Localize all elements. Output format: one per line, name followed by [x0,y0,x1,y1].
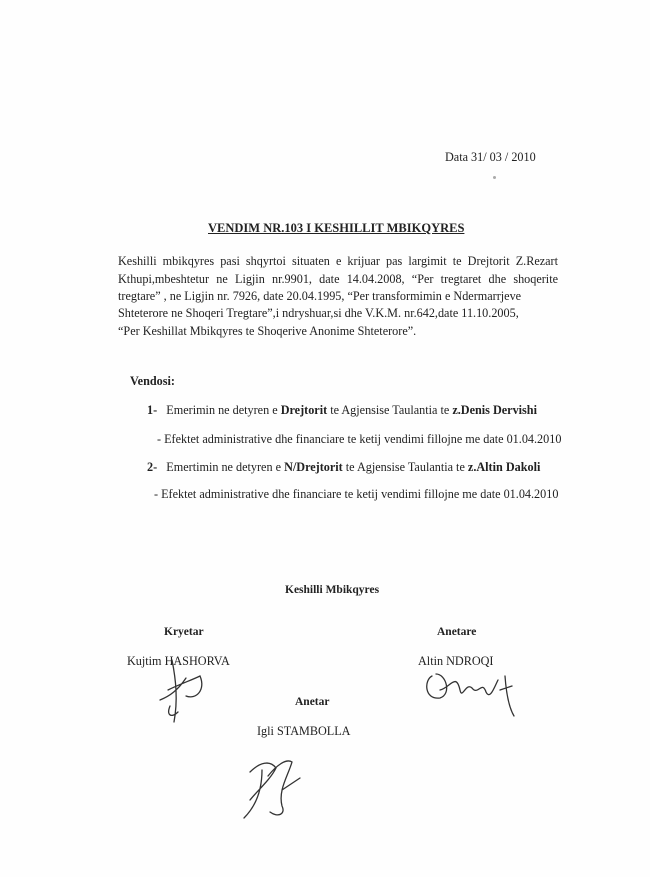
item-text: te Agjensise Taulantia te [327,403,453,417]
signature-chair [160,660,202,722]
board-label: Keshilli Mbikqyres [285,584,380,596]
signature-member-center [244,761,300,818]
item-number: 2- [147,460,158,474]
item-person: z.Denis Dervishi [452,403,537,417]
item-role: N/Drejtorit [284,460,343,474]
members-label-center: Anetar [295,696,330,708]
member-right-name: Altin NDROQI [418,654,494,668]
preamble-line: Kthupi,mbeshtetur ne Ligjin nr.9901, date 14.04.2008, “Per tregtaret dhe shoqerite [118,272,558,286]
item-role: Drejtorit [280,403,328,417]
document-title: VENDIM NR.103 I KESHILLIT MBIKQYRES [208,221,465,235]
item-text: Emertimin ne detyren e [166,460,285,474]
document-date: Data 31/ 03 / 2010 [445,150,536,164]
chair-name: Kujtim HASHORVA [127,654,230,668]
item-person: z.Altin Dakoli [467,460,541,474]
item-text: Emerimin ne detyren e [166,403,281,417]
preamble-line: “Per Keshillat Mbikqyres te Shoqerive Anonime Shteterore”. [118,324,417,338]
decision-item-2-note: - Efektet administrative dhe financiare te ketij vendimi fillojne me date 01.04.2010 [154,487,559,501]
member-center-name: Igli STAMBOLLA [257,724,351,738]
preamble-line: tregtare” , ne Ligjin nr. 7926, date 20.04.1995, “Per transformimin e Ndermarrjeve [118,289,522,303]
preamble-line: Shteterore ne Shoqeri Tregtare”,i ndryshuar,si dhe V.K.M. nr.642,date 11.10.2005, [118,306,519,320]
members-label-right: Anetare [437,626,477,638]
item-number: 1- [147,403,158,417]
signature-member-right [427,674,514,716]
decision-item-1-note: - Efektet administrative dhe financiare te ketij vendimi fillojne me date 01.04.2010 [157,432,562,446]
chair-label: Kryetar [164,626,204,638]
item-text: te Agjensise Taulantia te [342,460,468,474]
preamble-line: Keshilli mbikqyres pasi shqyrtoi situaten e krijuar pas largimit te Drejtorit Z.Rezart [118,254,558,268]
decision-label: Vendosi: [130,374,175,388]
